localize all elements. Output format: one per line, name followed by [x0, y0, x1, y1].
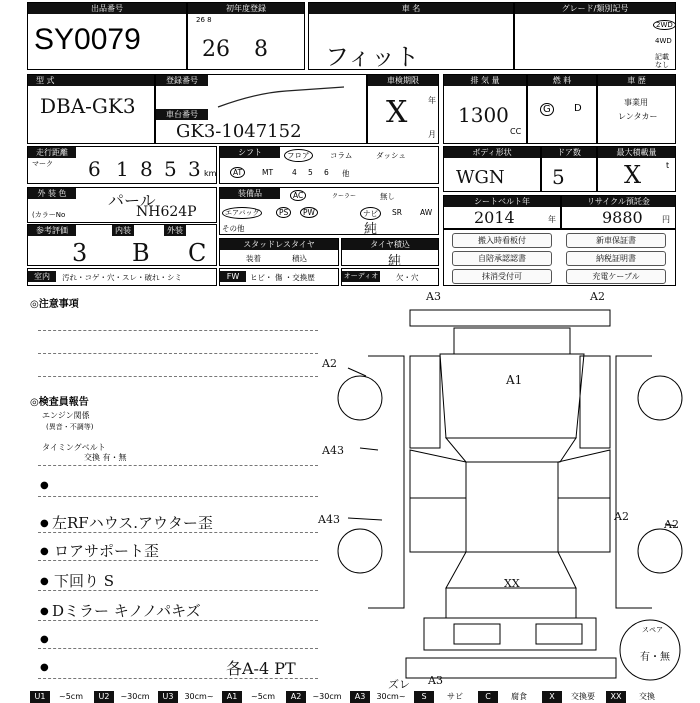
first-registration-box	[187, 2, 305, 70]
car-name: フィット	[325, 43, 420, 71]
mileage-digit-1: 6	[88, 157, 101, 181]
mileage-label: 走行距離	[28, 147, 76, 158]
legend-code-7: C	[478, 691, 498, 703]
color-box	[27, 187, 217, 223]
reg-scribble	[216, 83, 346, 109]
diag-label-a43-1: A43	[322, 444, 344, 457]
reg-no-label: 登録番号	[156, 75, 208, 86]
grade-box	[514, 2, 676, 70]
model-label: 型 式	[28, 75, 154, 86]
inspection-month-unit: 月	[428, 130, 436, 139]
bullet-6: ●	[40, 634, 49, 645]
engine-sub: (異音・不調等)	[46, 423, 94, 431]
fw-box	[219, 268, 339, 286]
report-title: ◎検査員報告	[30, 397, 89, 408]
legend-desc-3: ~5cm	[251, 692, 275, 701]
legend-code-6: S	[414, 691, 434, 703]
recycle-yen-unit: 円	[662, 215, 670, 224]
report-item-2: 左RFハウス.アウター歪	[52, 514, 213, 532]
doors-box	[541, 146, 597, 192]
shift-5: 5	[308, 168, 313, 177]
room-box	[27, 268, 217, 286]
fuel-gasoline: G	[540, 103, 554, 116]
fuel-diesel: D	[574, 103, 582, 114]
equip-navi: ナビ	[360, 207, 381, 220]
seatbelt-box	[443, 195, 561, 229]
diag-label-xx: XX	[504, 577, 520, 590]
timing-sub: 交換 有・無	[84, 453, 127, 462]
car-name-label: 車 名	[309, 3, 513, 14]
diag-label-a3-top: A3	[426, 290, 441, 303]
diag-label-a43-2: A43	[318, 513, 340, 526]
diag-label-a2-left: A2	[322, 357, 337, 370]
grade-label: グレード/類別記号	[515, 3, 675, 14]
bullet-3: ●	[40, 546, 49, 557]
report-line-6	[38, 648, 318, 649]
body-box	[443, 146, 541, 192]
tire-box	[341, 238, 439, 269]
legend-desc-5: 30cm~	[376, 692, 406, 701]
equip-aw: AW	[420, 208, 433, 217]
exterior-score: C	[188, 239, 207, 267]
report-line-5	[38, 620, 318, 621]
ref-score-label: 参考評価	[28, 225, 76, 236]
seatbelt-year: 2014	[474, 208, 515, 227]
legend-code-9: XX	[606, 691, 626, 703]
legend-desc-8: 交換要	[571, 692, 595, 701]
inspection-box	[367, 74, 439, 144]
lot-number-box	[27, 2, 187, 70]
studless-label: スタッドレスタイヤ	[220, 239, 338, 250]
recycle-amount: 9880	[602, 208, 643, 227]
equip-other-label: その他	[222, 224, 245, 233]
equip-ps: PS	[276, 207, 291, 218]
legend-desc-1: ~30cm	[120, 692, 150, 701]
equip-pw: PW	[300, 207, 318, 218]
bullet-7: ●	[40, 662, 49, 673]
km-unit: km	[204, 169, 217, 178]
doors-label: ドア数	[542, 147, 596, 158]
damage-legend	[30, 691, 690, 703]
equip-cooler: クーラー	[332, 193, 357, 200]
color-code-label: (カラーNo	[32, 211, 66, 219]
doc-charge-cable: 充電ケーブル	[566, 269, 666, 284]
audio-label: オーディオ	[343, 272, 379, 280]
capacity: X	[624, 161, 642, 189]
audio-opts: 欠・穴	[396, 273, 419, 282]
diag-label-a2-top: A2	[590, 290, 605, 303]
color-code: NH624P	[136, 204, 197, 220]
legend-desc-9: 交換	[639, 692, 655, 701]
shift-column: コラム	[330, 151, 353, 160]
studless-mounted: 装着	[246, 254, 261, 263]
diag-label-zure: ズレ	[388, 678, 410, 691]
legend-desc-2: 30cm~	[184, 692, 214, 701]
shift-box	[219, 146, 439, 184]
registration-box	[155, 74, 367, 144]
shift-floor: フロア	[284, 149, 313, 162]
report-line-2	[38, 532, 318, 533]
car-name-box	[308, 2, 514, 70]
mileage-digit-2: 1	[116, 157, 129, 181]
interior-score: B	[132, 239, 150, 267]
notes-line-3	[38, 376, 318, 377]
legend-code-4: A2	[286, 691, 306, 703]
timing-label: タイミングベルト	[42, 443, 106, 452]
ref-score: 3	[72, 239, 88, 267]
room-label: 室内	[28, 271, 56, 282]
exterior-label: 外装	[164, 225, 186, 236]
legend-code-3: A1	[222, 691, 242, 703]
legend-code-0: U1	[30, 691, 50, 703]
bullet-4: ●	[40, 576, 49, 587]
legend-desc-0: ~5cm	[59, 692, 83, 701]
equip-ac: AC	[290, 190, 306, 201]
legend-code-5: A3	[350, 691, 370, 703]
history-business: 事業用	[624, 98, 648, 107]
equip-other: 純	[364, 222, 378, 237]
legend-desc-4: ~30cm	[312, 692, 342, 701]
legend-code-2: U3	[158, 691, 178, 703]
mileage-box	[27, 146, 217, 184]
doc-deregistration: 抹消受付可	[452, 269, 552, 284]
first-registration-label: 初年度登録	[188, 3, 304, 14]
studless-box	[219, 238, 339, 266]
first-reg-small: 26 8	[196, 16, 212, 24]
history-box	[597, 74, 676, 144]
first-reg-year: 26	[202, 37, 230, 62]
engine-label: エンジン関係	[42, 411, 90, 420]
report-line-1	[38, 496, 318, 497]
equipment-box	[219, 187, 439, 235]
seatbelt-year-unit: 年	[548, 215, 556, 224]
notes-line-2	[38, 353, 318, 354]
capacity-t-unit: t	[666, 161, 670, 170]
fuel-box	[527, 74, 597, 144]
color: パール	[108, 191, 156, 210]
chassis-number: GK3-1047152	[176, 121, 302, 142]
doc-signboard: 搬入時看板付	[452, 233, 552, 248]
tire-label: タイヤ積込	[342, 239, 438, 250]
model-box	[27, 74, 155, 144]
studless-loaded: 積込	[292, 254, 307, 263]
tire-value: 純	[388, 254, 402, 269]
notes-title: ◎注意事項	[30, 299, 79, 310]
recycle-box	[561, 195, 676, 229]
mileage-digit-5: 3	[188, 157, 201, 181]
legend-code-1: U2	[94, 691, 114, 703]
first-reg-month: 8	[254, 37, 268, 62]
fw-label: FW	[220, 271, 246, 282]
mileage-digit-3: 8	[140, 157, 153, 181]
history-rental: レンタカー	[618, 112, 658, 121]
legend-code-8: X	[542, 691, 562, 703]
spare-label: スペア	[642, 626, 663, 634]
spare-value: 有・無	[640, 652, 670, 663]
report-item-7: 各A-4 PT	[226, 659, 296, 678]
score-box	[27, 224, 217, 266]
displacement: 1300	[458, 103, 509, 127]
body-label: ボディ形状	[444, 147, 540, 158]
shift-dash: ダッシュ	[376, 151, 406, 160]
inspection-year-unit: 年	[428, 96, 436, 105]
report-item-4: 下回り S	[54, 572, 115, 590]
shift-4: 4	[292, 168, 297, 177]
mark-label: マーク	[32, 160, 53, 168]
shift-label: シフト	[220, 147, 280, 158]
doc-tax-cert: 納税証明書	[566, 251, 666, 266]
drive-2wd: 2WD	[653, 20, 676, 30]
drive-none: 記載なし	[655, 53, 669, 69]
chassis-label: 車台番号	[156, 109, 208, 120]
seatbelt-label: シートベルト年	[444, 196, 560, 207]
drive-4wd: 4WD	[655, 37, 672, 45]
fw-opts: ヒビ・ 傷 ・交換歴	[250, 273, 315, 282]
room-opts: 汚れ・コゲ・穴・スレ・破れ・シミ	[62, 273, 182, 282]
color-label: 外 装 色	[28, 188, 76, 199]
doc-new-car-warranty: 新車保証書	[566, 233, 666, 248]
interior-label: 内装	[112, 225, 134, 236]
diag-label-a2-right: A2	[614, 510, 629, 523]
doors: 5	[552, 165, 565, 189]
equipment-label: 装備品	[220, 188, 280, 199]
report-line-4	[38, 590, 318, 591]
report-item-5: Dミラー キノノパキズ	[52, 602, 201, 620]
cc-unit: CC	[510, 127, 522, 136]
fuel-label: 燃 料	[528, 75, 596, 86]
report-line-7	[38, 678, 318, 679]
bullet-5: ●	[40, 606, 49, 617]
report-line-0	[38, 465, 318, 466]
capacity-label: 最大積載量	[598, 147, 675, 158]
shift-other: 他	[342, 169, 350, 178]
displacement-box	[443, 74, 527, 144]
inspection-label: 車検期限	[368, 75, 438, 86]
diag-label-a2-far-right: A2	[664, 518, 679, 531]
equip-none: 無し	[380, 192, 395, 201]
shift-6: 6	[324, 168, 329, 177]
bullet-1: ●	[40, 480, 49, 491]
history-label: 車 歴	[598, 75, 675, 86]
report-line-3	[38, 560, 318, 561]
recycle-label: リサイクル預託金	[562, 196, 675, 207]
report-item-3: ロアサポート歪	[54, 542, 160, 560]
body-type: WGN	[456, 167, 505, 188]
diag-label-a1: A1	[506, 373, 523, 387]
lot-number-label: 出品番号	[28, 3, 186, 14]
legend-desc-7: 腐食	[511, 692, 527, 701]
equip-airbag: エアバッグ	[222, 207, 262, 219]
capacity-box	[597, 146, 676, 192]
audio-box	[341, 268, 439, 286]
mileage-digit-4: 5	[164, 157, 177, 181]
shift-at: AT	[230, 167, 245, 178]
lot-number: SY0079	[34, 23, 141, 56]
shift-mt: MT	[262, 168, 274, 177]
displacement-label: 排 気 量	[444, 75, 526, 86]
bullet-2: ●	[40, 518, 49, 529]
legend-desc-6: サビ	[447, 692, 463, 701]
doc-approval: 自陪承認認書	[452, 251, 552, 266]
diag-label-a3-bottom: A3	[428, 674, 443, 687]
model: DBA-GK3	[40, 94, 136, 118]
equip-sr: SR	[392, 208, 402, 217]
inspection-value: X	[386, 95, 408, 130]
notes-line-1	[38, 330, 318, 331]
